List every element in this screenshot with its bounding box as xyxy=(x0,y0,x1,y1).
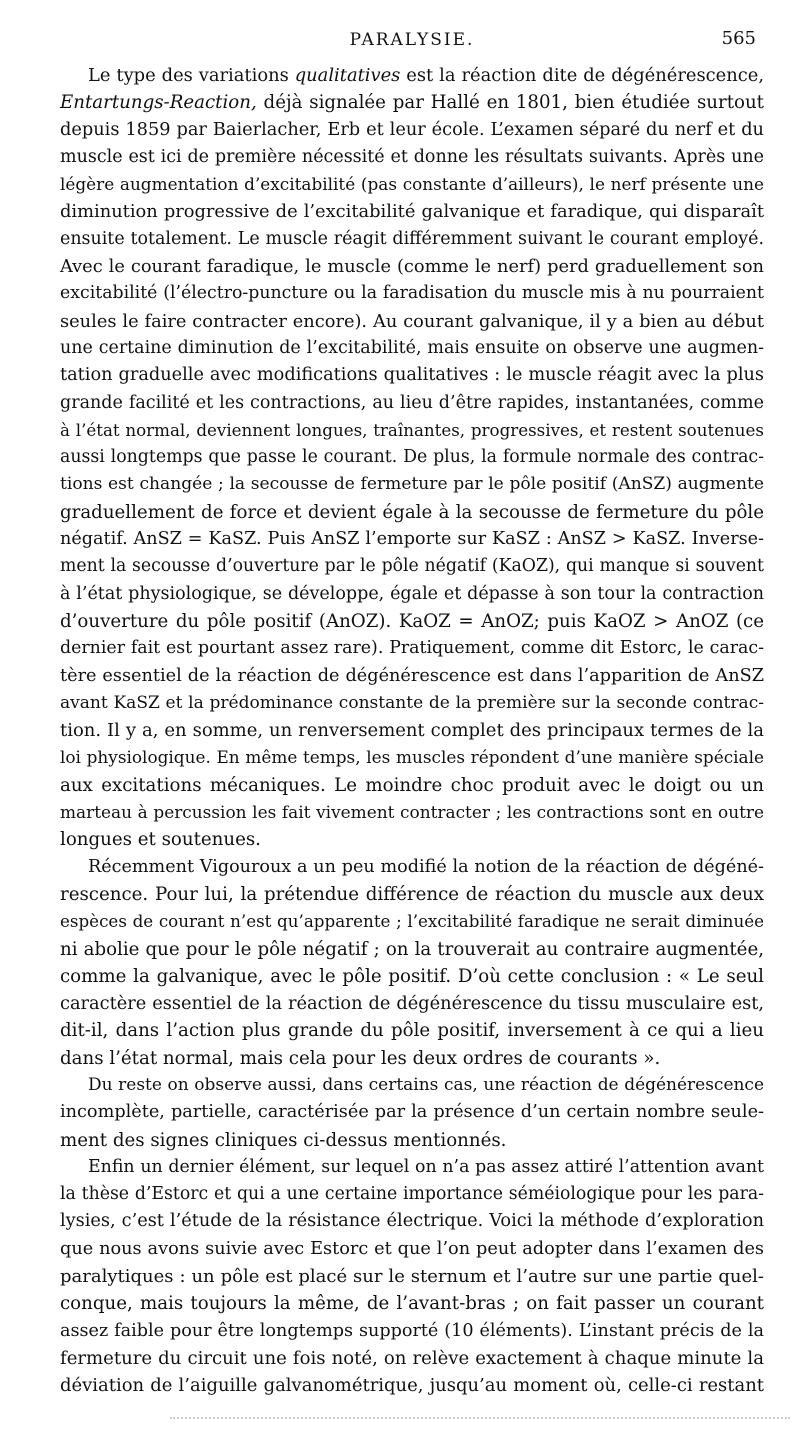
text-run: dit-il, dans l’action plus grande du pôle positif, inversement à ce qui a lieu xyxy=(60,1020,764,1042)
text-run: tère essentiel de la réaction de dégénérescence est dans l’apparition de AnSZ xyxy=(60,665,764,686)
text-line xyxy=(60,1099,764,1126)
text-run: ni abolie que pour le pôle négatif ; on la trouverait au contraire augmentée, xyxy=(60,938,764,960)
text-run: seules le faire contracter encore). Au courant galvanique, il y a bien au début xyxy=(60,310,764,332)
text-line xyxy=(60,1017,764,1044)
text-line xyxy=(60,663,764,690)
text-line xyxy=(60,690,764,717)
text-line xyxy=(60,990,764,1017)
text-line xyxy=(60,581,764,608)
text-line xyxy=(60,826,764,853)
text-line xyxy=(60,1236,764,1263)
text-run: négatif. AnSZ = KaSZ. Puis AnSZ l’emporte sur KaSZ : AnSZ > KaSZ. Inverse- xyxy=(60,529,764,550)
text-run: tion. Il y a, en somme, un renversement complet des principaux termes de la xyxy=(60,720,764,742)
text-line xyxy=(60,1345,764,1372)
text-run: que nous avons suivie avec Estorc et que l’on peut adopter dans l’examen des xyxy=(60,1238,764,1259)
text-run: assez faible pour être longtemps supporté (10 éléments). L’instant précis de la xyxy=(60,1320,764,1341)
text-line xyxy=(60,171,764,198)
text-line xyxy=(60,936,764,963)
text-line xyxy=(60,280,764,307)
text-run: tation graduelle avec modifications qualitatives : le muscle réagit avec la plus xyxy=(60,365,764,386)
text-run: à l’état normal, deviennent longues, traînantes, progressives, et restent soutenues xyxy=(60,419,764,440)
text-line xyxy=(60,117,764,144)
text-run: ment des signes cliniques ci-dessus mentionnés. xyxy=(60,1129,507,1151)
text-line xyxy=(60,335,764,362)
text-run: déjà signalée par Hallé en 1801, bien étudiée surtout xyxy=(256,92,764,114)
footer-rule xyxy=(170,1413,790,1419)
paragraph xyxy=(60,1072,764,1154)
text-run: la thèse d’Estorc et qui a une certaine importance séméiologique pour les para- xyxy=(60,1184,764,1205)
text-run: loi physiologique. En même temps, les muscles répondent d’une manière spéciale xyxy=(60,747,764,768)
text-run: depuis 1859 par Baierlacher, Erb et leur école. L’examen séparé du nerf et du xyxy=(60,119,764,140)
body-text xyxy=(60,62,764,1400)
text-run: Du reste on observe aussi, dans certains cas, une réaction de dégénérescence xyxy=(88,1074,764,1095)
text-run: espèces de courant n’est qu’apparente ; l’excitabilité faradique ne serait diminuée xyxy=(60,911,764,932)
page-number: 565 xyxy=(721,28,756,49)
text-run: grande facilité et les contractions, au lieu d’être rapides, instantanées, comme xyxy=(60,392,764,413)
text-line xyxy=(60,1263,764,1290)
text-run: incomplète, partielle, caractérisée par la présence d’un certain nombre seule- xyxy=(60,1102,764,1123)
text-line xyxy=(60,744,764,771)
text-run: Avec le courant faradique, le muscle (comme le nerf) perd graduellement son xyxy=(60,256,764,278)
text-line xyxy=(60,799,764,826)
text-line xyxy=(60,226,764,253)
paragraph xyxy=(60,62,764,854)
text-line xyxy=(60,526,764,553)
text-run: dans l’état normal, mais cela pour les deux ordres de courants ». xyxy=(60,1047,661,1069)
text-run: aux excitations mécaniques. Le moindre choc produit avec le doigt ou un xyxy=(60,774,764,796)
text-line xyxy=(60,253,764,280)
text-run: Récemment Vigouroux a un peu modifié la notion de la réaction de dégéné- xyxy=(88,856,764,877)
text-run: Le type des variations xyxy=(88,65,295,86)
text-line xyxy=(60,471,764,498)
text-line xyxy=(60,444,764,471)
text-line xyxy=(60,772,764,799)
text-line xyxy=(60,881,764,908)
text-run: lysies, c’est l’étude de la résistance électrique. Voici la méthode d’exploration xyxy=(60,1211,764,1232)
text-run: comme la galvanique, avec le pôle positif. D’où cette conclusion : « Le seul xyxy=(60,965,764,987)
text-line xyxy=(60,1208,764,1235)
text-run: paralytiques : un pôle est placé sur le sternum et l’autre sur une partie quel- xyxy=(60,1266,764,1288)
text-line xyxy=(60,1072,764,1099)
text-run: est la réaction dite de dégénérescence, xyxy=(400,65,764,86)
text-line xyxy=(60,390,764,417)
text-line xyxy=(60,608,764,635)
text-line xyxy=(60,963,764,990)
text-run: caractère essentiel de la réaction de dégénérescence du tissu musculaire est, xyxy=(60,993,764,1015)
text-run: fermeture du circuit une fois noté, on relève exactement à chaque minute la xyxy=(60,1347,764,1369)
running-header xyxy=(60,0,764,50)
text-run: rescence. Pour lui, la prétendue différence de réaction du muscle aux deux xyxy=(60,883,764,905)
text-line xyxy=(60,362,764,389)
text-line xyxy=(60,417,764,444)
text-line xyxy=(60,1290,764,1317)
running-title: PARALYSIE. xyxy=(349,30,475,50)
text-run: avant KaSZ et la prédominance constante de la première sur la seconde contrac- xyxy=(60,692,764,713)
text-line xyxy=(60,62,764,89)
text-line xyxy=(60,635,764,662)
text-line xyxy=(60,89,764,116)
text-run: d’ouverture du pôle positif (AnOZ). KaOZ = AnOZ; puis KaOZ > AnOZ (ce xyxy=(60,610,764,632)
text-line xyxy=(60,854,764,881)
text-line xyxy=(60,553,764,580)
paragraph xyxy=(60,1154,764,1400)
text-line xyxy=(60,1318,764,1345)
text-run: longues et soutenues. xyxy=(60,829,261,851)
text-run: tions est changée ; la secousse de fermeture par le pôle positif (AnSZ) augmente xyxy=(60,474,764,495)
text-line xyxy=(60,1154,764,1181)
paragraph xyxy=(60,854,764,1072)
text-run: diminution progressive de l’excitabilité galvanique et faradique, qui disparaît xyxy=(60,201,764,223)
text-run: aussi longtemps que passe le courant. De plus, la formule normale des contrac- xyxy=(60,447,764,468)
text-line xyxy=(60,308,764,335)
text-line xyxy=(60,717,764,744)
text-line xyxy=(60,499,764,526)
text-run: ensuite totalement. Le muscle réagit différemment suivant le courant employé. xyxy=(60,228,764,249)
text-run: marteau à percussion les fait vivement contracter ; les contractions sont en outre xyxy=(60,802,764,823)
text-run: graduellement de force et devient égale à la secousse de fermeture du pôle xyxy=(60,501,764,523)
text-line xyxy=(60,1181,764,1208)
text-run: Enfin un dernier élément, sur lequel on n’a pas assez attiré l’attention avant xyxy=(88,1156,764,1177)
text-run: déviation de l’aiguille galvanométrique, jusqu’au moment où, celle-ci restant xyxy=(60,1375,764,1397)
text-run: conque, mais toujours la même, de l’avant-bras ; on fait passer un courant xyxy=(60,1293,764,1315)
italic-text: Entartungs-Reaction, xyxy=(60,92,257,114)
text-run: une certaine diminution de l’excitabilité, mais ensuite on observe une augmen- xyxy=(60,337,764,358)
text-line xyxy=(60,144,764,171)
text-line xyxy=(60,1045,764,1072)
text-line xyxy=(60,198,764,225)
book-page xyxy=(60,0,764,1451)
text-run: ment la secousse d’ouverture par le pôle négatif (KaOZ), qui manque si souvent xyxy=(60,556,764,577)
text-run: dernier fait est pourtant assez rare). Pratiquement, comme dit Estorc, le carac- xyxy=(60,638,764,659)
text-run: légère augmentation d’excitabilité (pas constante d’ailleurs), le nerf présente une xyxy=(60,174,764,195)
text-run: excitabilité (l’électro-puncture ou la faradisation du muscle mis à nu pourraient xyxy=(60,283,764,304)
text-run: à l’état physiologique, se développe, égale et dépasse à son tour la contraction xyxy=(60,583,764,604)
text-run: muscle est ici de première nécessité et donne les résultats suivants. Après une xyxy=(60,146,764,167)
text-line xyxy=(60,1372,764,1399)
italic-text: qualitatives xyxy=(294,65,401,86)
text-line xyxy=(60,908,764,935)
text-line xyxy=(60,1127,764,1154)
